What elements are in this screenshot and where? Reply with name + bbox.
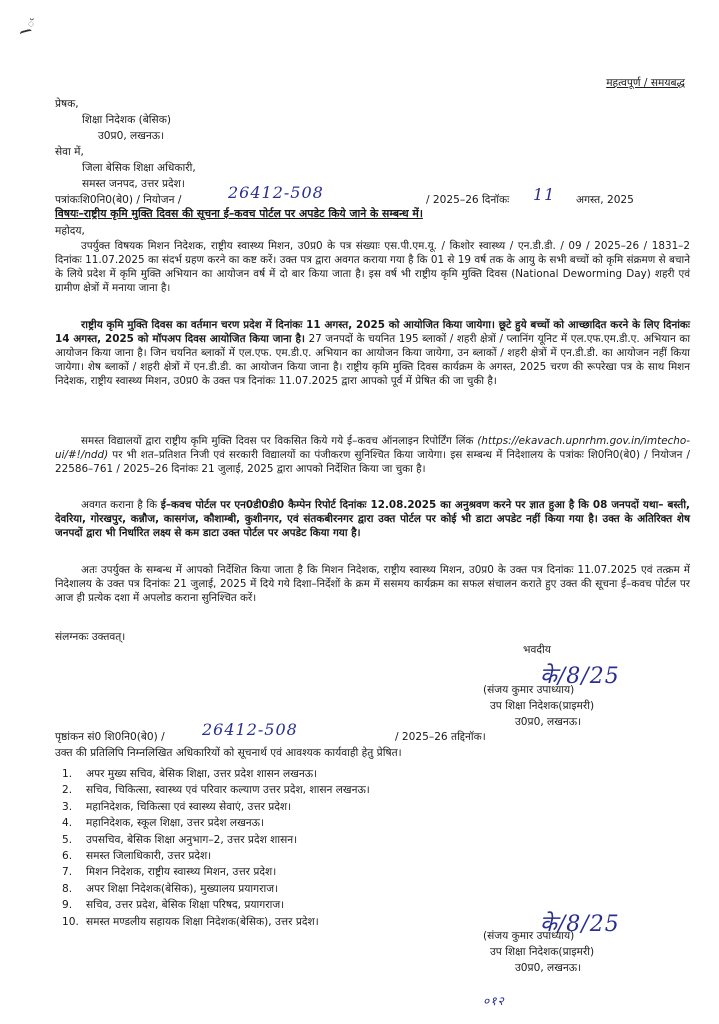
list-item: 6. समस्त जिलाधिकारी, उत्तर प्रदेश। bbox=[62, 850, 212, 863]
copy-list bbox=[62, 766, 370, 930]
list-item: 4. महानिदेशक, स्कूल शिक्षा, उत्तर प्रदेश लखनऊ। bbox=[62, 817, 264, 830]
list-item: 7. मिशन निदेशक, राष्ट्रीय स्वास्थ्य मिशन, उत्तर प्रदेश। bbox=[62, 866, 277, 879]
closing-bhavdiya: भवदीय bbox=[523, 644, 551, 656]
recipient-label: सेवा में, bbox=[55, 146, 84, 158]
paragraph-3-b: पर भी शत–प्रतिशत निजी एवं सरकारी विद्यालयों का पंजीकरण सुनिश्चित किया जायेगा। इस सम्बन्ध में निदेशालय के पत्रांकः शि0नि0(बे0) / नियोजन / 22586–761 / 2025–26 दिनांकः 21 जुलाई, 2025 द्वारा आपको निर्देशित किया जा चुका है। bbox=[55, 449, 690, 475]
enclosure: संलग्नकः उक्तवत्। bbox=[55, 631, 126, 643]
endorsement-intro: उक्त की प्रतिलिपि निम्नलिखित अधिकारियों को सूचनार्थ एवं आवश्यक कार्यवाही हेतु प्रेषित। bbox=[55, 747, 402, 759]
paragraph-2-bold: राष्ट्रीय कृमि मुक्ति दिवस का वर्तमान चरण प्रदेश में दिनांकः 11 अगस्त, 2025 को आयोजित किया जायेगा। छूटे हुये बच्चों को आच्छादित करने के लिए दिनांकः 14 अगस्त, 2025 को मॉपअप दिवस आयोजित किया जाना है। bbox=[55, 319, 690, 345]
reference-prefix: पत्रांकःशि0नि0(बे0) / नियोजन / bbox=[55, 194, 182, 206]
handwritten-day: 11 bbox=[533, 185, 556, 204]
signature-scrawl-2: के/8/25 bbox=[540, 912, 620, 937]
endorsement-suffix: / 2025–26 तद्दिनॉक। bbox=[395, 731, 486, 743]
paragraph-5: अतः उपर्युक्त के सम्बन्ध में आपको निर्देशित किया जाता है कि मिशन निदेशक, राष्ट्रीय स्वास्थ्य मिशन, उ0प्र0 के उक्त पत्र दिनांकः 11.07.2025 एवं तत्क्रम में निदेशालय के उक्त पत्र दिनांकः 21 जुलाई, 2025 में दिये गये दिशा–निर्देशों के क्रम में ससमय कार्यक्रम का सफल संचालन कराते हुए उक्त की सूचना ई–कवच पोर्टल पर आज ही प्रत्येक दशा में अपलोड कराना सुनिश्चित करें। bbox=[55, 564, 690, 604]
reference-session: / 2025–26 दिनॉकः bbox=[426, 194, 510, 206]
list-item: 3. महानिदेशक, चिकित्सा एवं स्वास्थ्य सेवाएं, उत्तर प्रदेश। bbox=[62, 800, 292, 813]
salutation: महोदय, bbox=[55, 225, 85, 237]
signatory-name-2: (संजय कुमार उपाध्याय) bbox=[483, 930, 575, 942]
list-item: 8. अपर शिक्षा निदेशक(बेसिक), मुख्यालय प्रयागराज। bbox=[62, 882, 279, 895]
recipient-line2: समस्त जनपद, उत्तर प्रदेश। bbox=[82, 178, 185, 190]
list-item: 9. सचिव, उत्तर प्रदेश, बेसिक शिक्षा परिषद, प्रयागराज। bbox=[62, 899, 285, 912]
paragraph-1: उपर्युक्त विषयक मिशन निदेशक, राष्ट्रीय स्वास्थ्य मिशन, उ0प्र0 के पत्र संख्याः एस.पी.एम.यू. / किशोर स्वास्थ्य / एन.डी.डी. / 09 / 2025–26 / 1831–2 दिनांकः 11.07.2025 का संदर्भ ग्रहण करने का कष्ट करें। उक्त पत्र द्वारा अवगत कराया गया है कि 01 से 19 वर्ष तक के आयु के सभी बच्चों को कृमि संक्रमण से बचाने के लिये प्रदेश में कृमि मुक्ति अभियान का आयोजन वर्ष में दो बार किया जाता है। इस वर्ष भी राष्ट्रीय कृमि मुक्ति दिवस (National Deworming Day) शहरी एवं ग्रामीण क्षेत्रों में मनाया जाना है। bbox=[55, 240, 690, 294]
signature-scrawl-1: के/8/25 bbox=[540, 664, 620, 689]
paragraph-3-a: समस्त विद्यालयों द्वारा राष्ट्रीय कृमि मुक्ति दिवस पर विकसित किये गये ई–कवच ऑनलाइन रिपोर्टिंग लिंक bbox=[81, 435, 474, 447]
paragraph-2 bbox=[55, 318, 690, 388]
priority-label: महत्वपूर्ण / समयबद्ध bbox=[606, 77, 685, 89]
signatory-place-2: उ0प्र0, लखनऊ। bbox=[515, 962, 582, 974]
list-item: 1. अपर मुख्य सचिव, बेसिक शिक्षा, उत्तर प्रदेश शासन लखनऊ। bbox=[62, 768, 318, 780]
signatory-name-1: (संजय कुमार उपाध्याय) bbox=[483, 684, 575, 696]
signatory-designation-2: उप शिक्षा निदेशक(प्राइमरी) bbox=[490, 946, 595, 958]
footer-mark: ०१२ bbox=[483, 994, 505, 1008]
paragraph-2-rest: 27 जनपदों के चयनित 195 ब्लाकों / शहरी क्षेत्रों / प्लानिंग यूनिट में एल.एफ.एम.डी.ए. अभियान का आयोजन किया जाना है। जिन चयनित ब्लाकों में एल.एफ. एम.डी.ए. अभियान का आयोजन किया जायेगा, उन ब्लाकों / शहरी क्षेत्रों में एन.डी.डी. का आयोजन नहीं किया जायेगा। शेष ब्लाकों / शहरी क्षेत्रों में एन.डी.डी. का आयोजन किया जाना है। राष्ट्रीय कृमि मुक्ति दिवस कार्यक्रम के अगस्त, 2025 चरण की रूपरेखा पत्र के साथ मिशन निदेशक, राष्ट्रीय स्वास्थ्य मिशन, उ0प्र0 के उक्त पत्र दिनांकः 11.07.2025 द्वारा आपको पूर्व में प्रेषित की जा चुकी है। bbox=[55, 333, 691, 387]
ekavach-link[interactable]: (https://ekavach.upnrhm.gov.in/imtecho-ui/#!/ndd) bbox=[55, 435, 690, 461]
paragraph-4-bold: ई–कवच पोर्टल पर एन0डी0डी0 कैम्पेन रिपोर्ट दिनांकः 12.08.2025 का अनुश्रवण करने पर ज्ञात हुआ है कि 08 जनपदों यथा– बस्ती, देवरिया, गोरखपुर, कन्नौज, कासगंज, कौशाम्बी, कुशीनगर, एवं संतकबीरनगर द्वारा उक्त पोर्टल पर कोई भी डाटा अपडेट नहीं किया गया है। उक्त के अतिरिक्त शेष जनपदों द्वारा भी निर्धारित लक्ष्य से कम डाटा उक्त पोर्टल पर अपडेट किया गया है। bbox=[55, 499, 690, 539]
sender-place: उ0प्र0, लखनऊ। bbox=[98, 130, 165, 142]
handwritten-reference-number: 26412-508 bbox=[228, 183, 324, 202]
list-item: 10. समस्त मण्डलीय सहायक शिक्षा निदेशक(बेसिक), उत्तर प्रदेश। bbox=[62, 915, 319, 928]
handwritten-endorsement-number: 26412-508 bbox=[202, 720, 298, 739]
recipient-line1: जिला बेसिक शिक्षा अधिकारी, bbox=[82, 162, 196, 174]
endorsement-prefix: पृष्ठांकन सं0 शि0नि0(बे0) / bbox=[55, 731, 165, 743]
paragraph-4-a: अवगत कराना है कि bbox=[81, 499, 161, 511]
paragraph-3 bbox=[55, 434, 690, 476]
reference-month-year: अगस्त, 2025 bbox=[576, 194, 634, 206]
paragraph-4 bbox=[55, 498, 690, 540]
list-item: 5. उपसचिव, बेसिक शिक्षा अनुभाग–2, उत्तर प्रदेश शासन। bbox=[62, 833, 298, 846]
sender-label: प्रेषक, bbox=[55, 98, 79, 110]
corner-mark: ॅ bbox=[28, 19, 34, 30]
subject-line: विषयः–राष्ट्रीय कृमि मुक्ति दिवस की सूचना ई–कवच पोर्टल पर अपडेट किये जाने के सम्बन्ध में। bbox=[55, 207, 423, 220]
signatory-place-1: उ0प्र0, लखनऊ। bbox=[515, 716, 582, 728]
list-item: 2. सचिव, चिकित्सा, स्वास्थ्य एवं परिवार कल्याण उत्तर प्रदेश, शासन लखनऊ। bbox=[62, 784, 370, 797]
sender-name: शिक्षा निदेशक (बेसिक) bbox=[82, 114, 171, 126]
signatory-designation-1: उप शिक्षा निदेशक(प्राइमरी) bbox=[490, 700, 595, 712]
